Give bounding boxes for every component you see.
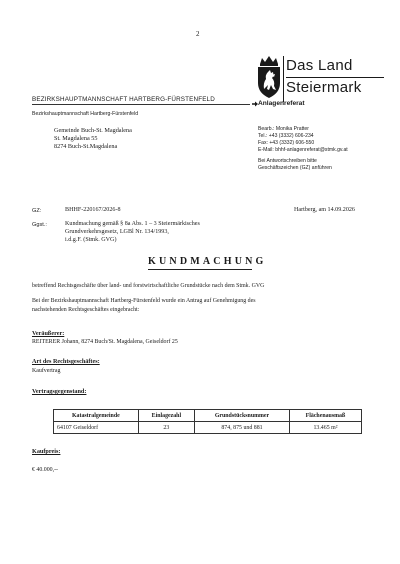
table-cell: 23: [138, 422, 194, 434]
recipient-line-2: St. Magdalena 55: [54, 135, 98, 142]
deal-type-value: Kaufvertrag: [32, 368, 61, 374]
recipient-line-3: 8274 Buch-St.Magdalena: [54, 143, 118, 150]
intro-paragraph: betreffend Rechtsgeschäfte über land- und forstwirtschaftliche Grundstücke nach dem Stmk. GVG: [32, 283, 265, 289]
header-divider: [32, 104, 250, 105]
seller-heading: Veräußerer:: [32, 330, 65, 337]
contract-object-heading: Vertragsgegenstand:: [32, 388, 87, 395]
recipient-line-1: Gemeinde Buch-St. Magdalena: [54, 127, 132, 134]
column-header: Katastralgemeinde: [54, 410, 139, 422]
table-row: [54, 422, 362, 434]
contact-clerk: Bearb.: Monika Pratter: [258, 126, 309, 132]
column-header: Einlagezahl: [138, 410, 194, 422]
table-cell: 874, 875 und 881: [195, 422, 290, 434]
table-cell: 13.465 m²: [289, 422, 361, 434]
subject-line-3: i.d.g.F. (Stmk. GVG): [65, 237, 117, 243]
document-title: KUNDMACHUNG: [148, 256, 267, 267]
application-paragraph-line-1: Bei der Bezirkshauptmannschaft Hartberg-Fürstenfeld wurde ein Antrag auf Genehmigung des: [32, 298, 256, 304]
page-number: 2: [196, 30, 200, 38]
price-heading: Kaufpreis:: [32, 448, 61, 455]
parcel-table: [53, 409, 362, 434]
contact-note-line-2: Geschäftszeichen (GZ) anführen: [258, 165, 332, 171]
gz-label: GZ:: [32, 208, 42, 214]
column-header: Grundstücksnummer: [195, 410, 290, 422]
contact-fax: Fax: +43 (3332) 606-550: [258, 140, 315, 146]
title-underline: [148, 269, 252, 270]
department-name: Anlagenreferat: [258, 100, 305, 107]
state-logo: [254, 55, 386, 103]
column-header: Flächenausmaß: [289, 410, 361, 422]
styrian-panther-coat-of-arms-icon: [254, 55, 284, 99]
subject-line-1: Kundmachung gemäß § 8a Abs. 1 – 3 Steiermärkisches: [65, 221, 200, 227]
contact-note-line-1: Bei Antwortschreiben bitte: [258, 158, 317, 164]
deal-type-heading: Art des Rechtsgeschäftes:: [32, 358, 100, 365]
authority-name: BEZIRKSHAUPTMANNSCHAFT HARTBERG-FÜRSTENFELD: [32, 96, 215, 103]
subject-label: Ggst.:: [32, 222, 47, 228]
subject-line-2: Grundverkehrsgesetz, LGBl Nr. 134/1993,: [65, 229, 169, 235]
price-value: € 40.000,--: [32, 467, 59, 473]
table-header-row: [54, 410, 362, 422]
table-cell: 64107 Geiseldorf: [54, 422, 139, 434]
letter-date: Hartberg, am 14.09.2026: [294, 207, 355, 213]
contact-email[interactable]: E-Mail: bhhf-anlagenreferat@stmk.gv.at: [258, 147, 348, 153]
logo-text-line2: Steiermark: [286, 79, 362, 96]
application-paragraph-line-2: nachstehenden Rechtsgeschäftes eingebracht:: [32, 307, 140, 313]
seller-value: REITERER Johann, 8274 Buch/St. Magdalena, Geiseldorf 25: [32, 339, 178, 345]
gz-value: BHHF-220167/2026-8: [65, 207, 121, 213]
logo-text-line1: Das Land: [286, 57, 353, 74]
contact-phone: Tel.: +43 (3332) 606-234: [258, 133, 314, 139]
sender-line: Bezirkshauptmannschaft Hartberg-Fürstenfeld: [32, 111, 139, 117]
